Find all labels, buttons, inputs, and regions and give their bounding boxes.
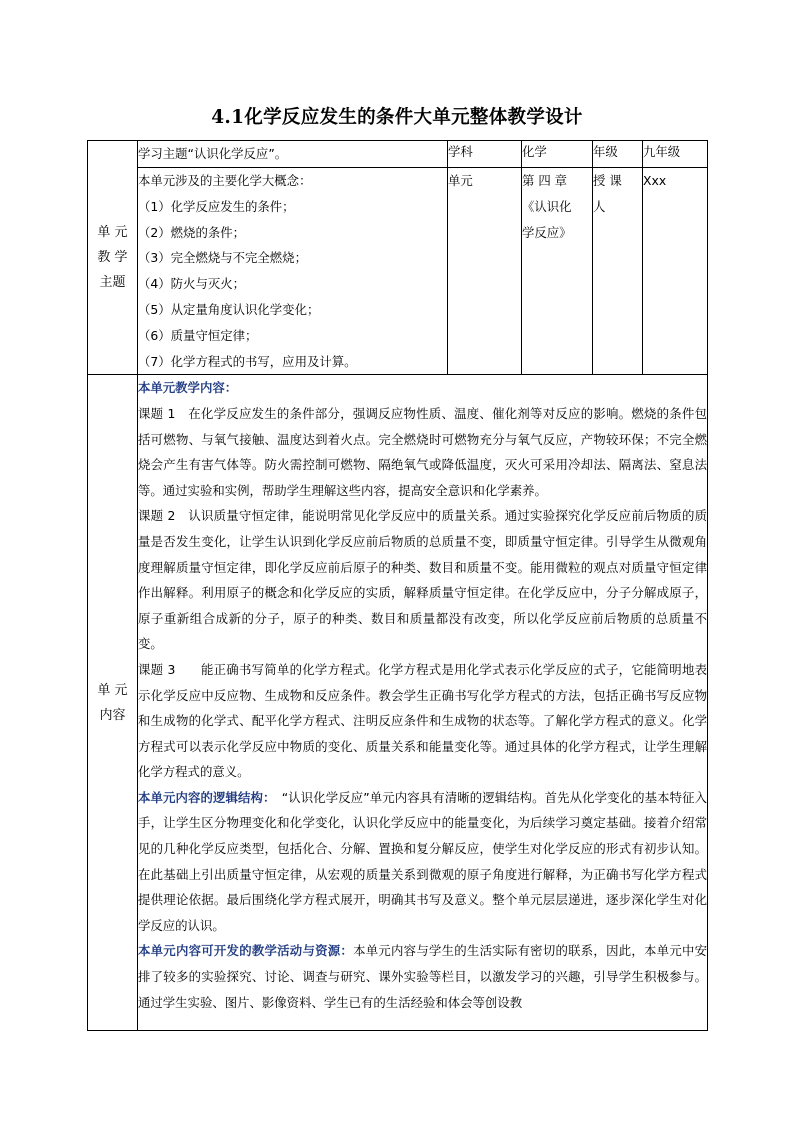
unit-content-label <box>88 375 138 1031</box>
concept-item: （1）化学反应发生的条件； <box>138 198 295 214</box>
lesson-2-paragraph: 课题 2 认识质量守恒定律，能说明常见化学反应中的质量关系。通过实验探究化学反应前后物质的质量是否发生变化，让学生认识到化学反应前后物质的总质量不变，即质量守恒定律。引导学生从微观角度理解质量守恒定律，即化学反应前后原子的种类、数目和质量不变。能用微粒的观点对质量守恒定律作出解释。利用原子的概念和化学反应的实质，解释质量守恒定律。在化学反应中，分子分解成原子，原子重新组合成新的分子，原子的种类、数目和质量都没有改变，所以化学反应前后物质的总质量不变。 <box>138 508 707 652</box>
concept-item: （3）完全燃烧与不完全燃烧； <box>138 250 307 266</box>
concept-item: （4）防火与灭火； <box>138 276 246 292</box>
concepts-intro: 本单元涉及的主要化学大概念： <box>138 173 312 188</box>
logic-paragraph <box>138 785 707 939</box>
unit-value-line: 第 四 章 <box>522 173 568 188</box>
unit-theme-label <box>88 141 138 375</box>
logic-text: “认识化学反应”单元内容具有清晰的逻辑结构。首先从化学变化的基本特征入手，让学生区分物理变化和化学变化，认识化学反应中的能量变化，为后续学习奠定基础。接着介绍常见的几种化学反应类型，包括化合、分解、置换和复分解反应，使学生对化学反应的形式有初步认知。在此基础上引出质量守恒定律，从宏观的质量关系到微观的原子角度进行解释，为正确书写化学方程式提供理论依据。最后围绕化学方程式展开，明确其书写及意义。整个单元层层递进，逐步深化学生对化学反应的认识。 <box>138 789 707 933</box>
teacher-value-text: Xxx <box>643 173 667 188</box>
theme-line: 学习主题“认识化学反应”。 <box>138 146 288 161</box>
concept-item: （5）从定量角度认识化学变化； <box>138 301 320 317</box>
concept-item: （7）化学方程式的书写，应用及计算。 <box>138 353 357 369</box>
theme-row-body <box>88 168 708 375</box>
unit-content-cell <box>138 375 708 1031</box>
unit-label-text: 单元 <box>448 173 473 188</box>
label-line: 单 元 <box>97 225 128 241</box>
label-line: 单 元 <box>97 682 128 698</box>
section-heading-activities: 本单元内容可开发的教学活动与资源： <box>138 943 354 959</box>
unit-value <box>522 168 593 375</box>
section-heading-logic: 本单元内容的逻辑结构： <box>138 789 270 805</box>
theme-row-header <box>88 141 708 168</box>
subject-label-text: 学科 <box>448 144 473 159</box>
subject-label <box>448 141 522 168</box>
grade-label-text: 年级 <box>593 144 618 159</box>
subject-value-text: 化学 <box>522 144 547 159</box>
document-title: 4.1化学反应发生的条件大单元整体教学设计 <box>211 107 583 128</box>
content-row <box>88 375 708 1031</box>
label-line: 主题 <box>99 275 126 291</box>
concept-item: （6）质量守恒定律； <box>138 327 258 343</box>
unit-value-line: 学反应》 <box>522 224 572 240</box>
grade-label <box>593 141 643 168</box>
activities-text: 本单元内容与学生的生活实际有密切的联系，因此，本单元中安排了较多的实验探究、讨论、调查与研究、课外实验等栏目，以激发学习的兴趣，引导学生积极参与。通过学生实验、图片、影像资料、学生已有的生活经验和体会等创设教 <box>138 943 708 1010</box>
concepts-cell <box>138 168 448 375</box>
teacher-label-line: 人 <box>593 198 606 214</box>
activities-paragraph <box>138 938 707 1015</box>
concept-item: （2）燃烧的条件； <box>138 224 246 240</box>
label-line: 教 学 <box>97 250 128 266</box>
lesson-1-paragraph: 课题 1 在化学反应发生的条件部分，强调反应物性质、温度、催化剂等对反应的影响。燃烧的条件包括可燃物、与氧气接触、温度达到着火点。完全燃烧时可燃物充分与氧气反应，产物较环保；不完全燃烧会产生有害气体等。防火需控制可燃物、隔绝氧气或降低温度，灭火可采用冷却法、隔离法、窒息法等。通过实验和实例，帮助学生理解这些内容，提高安全意识和化学素养。 <box>138 405 707 498</box>
lesson-3-paragraph: 课题 3 能正确书写简单的化学方程式。化学方程式是用化学式表示化学反应的式子，它能简明地表示化学反应中反应物、生成物和反应条件。教会学生正确书写化学方程式的方法，包括正确书写反应物和生成物的化学式、配平化学方程式、注明反应条件和生成物的状态等。了解化学方程式的意义。化学方程式可以表示化学反应中物质的变化、质量关系和能量变化等。通过具体的化学方程式，让学生理解化学方程式的意义。 <box>138 661 707 780</box>
unit-label <box>448 168 522 375</box>
subject-value <box>522 141 593 168</box>
teacher-value <box>643 168 708 375</box>
grade-value-text: 九年级 <box>643 144 681 159</box>
grade-value <box>643 141 708 168</box>
theme-line-cell <box>138 141 448 168</box>
teacher-label <box>593 168 643 375</box>
teacher-label-line: 授 课 <box>593 173 622 188</box>
label-line: 内容 <box>99 707 126 723</box>
unit-value-line: 《认识化 <box>522 198 572 214</box>
section-heading-teaching-content: 本单元教学内容： <box>138 380 238 396</box>
lesson-plan-table <box>87 140 708 1031</box>
